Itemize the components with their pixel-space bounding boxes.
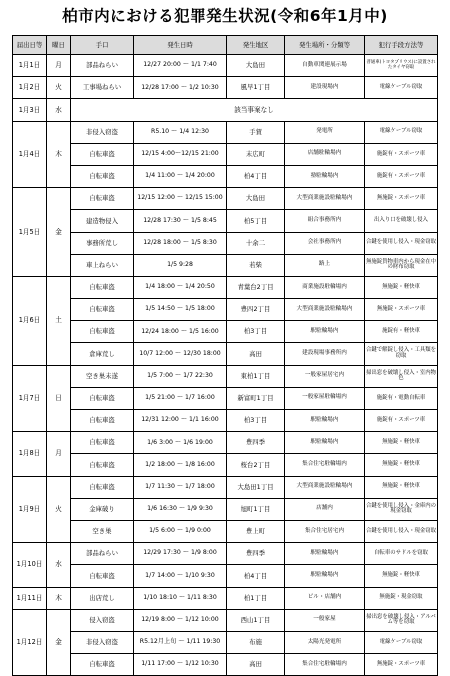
crime-means: 合鍵を使用し侵入・金庫内の現金窃取 [365, 498, 438, 520]
occurrence-datetime: 1/5 7:00 ～ 1/7 22:30 [134, 365, 227, 387]
occurrence-area: 大島田1丁目 [227, 476, 285, 498]
report-day: 1月11日 [13, 587, 47, 609]
report-day: 1月3日 [13, 99, 47, 121]
table-row [13, 654, 438, 676]
table-row [13, 565, 438, 587]
crime-means: 電線ケーブル窃取 [365, 77, 438, 99]
crime-method: 事務所荒し [71, 232, 134, 254]
occurrence-datetime: 1/5 9:28 [134, 254, 227, 276]
crime-means: 合鍵で解錠し侵入・工具類を窃取 [365, 343, 438, 365]
table-row [13, 276, 438, 298]
occurrence-area: 若柴 [227, 254, 285, 276]
crime-means: 電線ケーブル窃取 [365, 121, 438, 143]
occurrence-place: 駅駐輪場内 [285, 410, 365, 432]
table-row [13, 299, 438, 321]
report-day: 1月4日 [13, 121, 47, 188]
header-means: 犯行手段方法等 [365, 36, 438, 55]
table-row [13, 387, 438, 409]
crime-means: 施錠有・スポーツ車 [365, 165, 438, 187]
table-row [13, 476, 438, 498]
header-row [13, 36, 438, 55]
occurrence-place: 建設現場事務所内 [285, 343, 365, 365]
weekday: 水 [47, 543, 71, 587]
occurrence-datetime: 1/7 11:30 ～ 1/7 18:00 [134, 476, 227, 498]
table-row [13, 55, 438, 77]
weekday: 日 [47, 365, 71, 432]
occurrence-datetime: 1/6 3:00 ～ 1/6 19:00 [134, 432, 227, 454]
occurrence-datetime: R5.12月上旬 ～ 1/11 19:30 [134, 631, 227, 653]
weekday: 木 [47, 121, 71, 188]
crime-means: 電線ケーブル窃取 [365, 631, 438, 653]
occurrence-datetime: 10/7 12:00 ～ 12/30 18:00 [134, 343, 227, 365]
table-row [13, 188, 438, 210]
table-row [13, 587, 438, 609]
occurrence-place: 自動車関連展示場 [285, 55, 365, 77]
table-row [13, 609, 438, 631]
occurrence-datetime: 1/4 11:00 ～ 1/4 20:00 [134, 165, 227, 187]
occurrence-place: 発電所 [285, 121, 365, 143]
occurrence-place: 集合住宅駐輪場内 [285, 454, 365, 476]
crime-method: 車上ねらい [71, 254, 134, 276]
crime-method: 倉庫荒し [71, 343, 134, 365]
weekday: 火 [47, 476, 71, 543]
occurrence-area: 豊四季 [227, 543, 285, 565]
occurrence-datetime: 12/27 20:00 ～ 1/1 7:40 [134, 55, 227, 77]
table-row [13, 410, 438, 432]
report-day: 1月7日 [13, 365, 47, 432]
crime-means: 無施錠・軽快車 [365, 476, 438, 498]
crime-method: 部品ねらい [71, 55, 134, 77]
header-method: 手口 [71, 36, 134, 55]
occurrence-area: 新富町1丁目 [227, 387, 285, 409]
report-day: 1月1日 [13, 55, 47, 77]
crime-method: 自転車盗 [71, 387, 134, 409]
table-row [13, 454, 438, 476]
report-day: 1月9日 [13, 476, 47, 543]
crime-means: 無施錠・軽快車 [365, 454, 438, 476]
table-row [13, 99, 438, 121]
occurrence-area: 柏5丁目 [227, 210, 285, 232]
occurrence-area: 豊四季 [227, 432, 285, 454]
crime-means: 合鍵を使用し侵入・現金窃取 [365, 232, 438, 254]
occurrence-place: ビル・店舗内 [285, 587, 365, 609]
report-day: 1月10日 [13, 543, 47, 587]
crime-means: 無施錠・現金窃取 [365, 587, 438, 609]
crime-method: 空き巣未遂 [71, 365, 134, 387]
crime-means: 普通車(トヨタプリウス)に設置されたタイヤ窃取 [365, 55, 438, 77]
header-place: 発生場所・分類等 [285, 36, 365, 55]
crime-means: 掃出窓を破壊し侵入・アルバム等を窃取 [365, 609, 438, 631]
crime-method: 自転車盗 [71, 454, 134, 476]
crime-method: 自転車盗 [71, 410, 134, 432]
crime-method: 非侵入窃盗 [71, 631, 134, 653]
crime-method: 自転車盗 [71, 143, 134, 165]
crime-method: 自転車盗 [71, 299, 134, 321]
occurrence-datetime: 12/28 17:00 ～ 1/2 10:30 [134, 77, 227, 99]
occurrence-area: 柏4丁目 [227, 565, 285, 587]
occurrence-place: 組合事務所内 [285, 210, 365, 232]
crime-method: 部品ねらい [71, 543, 134, 565]
crime-method: 工事場ねらい [71, 77, 134, 99]
occurrence-area: 桜台2丁目 [227, 454, 285, 476]
occurrence-area: 大島田 [227, 55, 285, 77]
occurrence-place: 一般家屋居宅内 [285, 365, 365, 387]
crime-method: 自転車盗 [71, 654, 134, 676]
occurrence-place: 駅駐輪場内 [285, 321, 365, 343]
occurrence-place: 一般家屋 [285, 609, 365, 631]
table-row [13, 121, 438, 143]
crime-means: 無施錠・スポーツ車 [365, 299, 438, 321]
occurrence-datetime: 1/2 18:00 ～ 1/8 16:00 [134, 454, 227, 476]
table-row [13, 143, 438, 165]
report-day: 1月8日 [13, 432, 47, 476]
crime-method: 非侵入窃盗 [71, 121, 134, 143]
occurrence-place: 集合住宅駐輪場内 [285, 654, 365, 676]
crime-means: 合鍵を使用し侵入・現金窃取 [365, 520, 438, 542]
crime-method: 自転車盗 [71, 476, 134, 498]
occurrence-area: 末広町 [227, 143, 285, 165]
table-row [13, 232, 438, 254]
occurrence-area: 旭町1丁目 [227, 498, 285, 520]
crime-method: 自転車盗 [71, 321, 134, 343]
occurrence-datetime: R5.10 ～ 1/4 12:30 [134, 121, 227, 143]
table-row [13, 321, 438, 343]
crime-method: 自転車盗 [71, 165, 134, 187]
occurrence-datetime: 1/5 21:00 ～ 1/7 16:00 [134, 387, 227, 409]
weekday: 土 [47, 276, 71, 365]
table-row [13, 432, 438, 454]
crime-method: 自転車盗 [71, 432, 134, 454]
crime-means: 施錠有・スポーツ車 [365, 410, 438, 432]
occurrence-area: 柏1丁目 [227, 587, 285, 609]
crime-method: 建造物侵入 [71, 210, 134, 232]
weekday: 月 [47, 432, 71, 476]
crime-means: 無施錠・軽快車 [365, 565, 438, 587]
table-row [13, 543, 438, 565]
occurrence-area: 風早1丁目 [227, 77, 285, 99]
occurrence-datetime: 12/19 8:00 ～ 1/12 10:00 [134, 609, 227, 631]
crime-means: 無施錠・スポーツ車 [365, 188, 438, 210]
table-row [13, 77, 438, 99]
header-area: 発生地区 [227, 36, 285, 55]
occurrence-area: 大島田 [227, 188, 285, 210]
report-day: 1月12日 [13, 609, 47, 676]
occurrence-datetime: 1/11 17:00 ～ 1/12 10:30 [134, 654, 227, 676]
crime-means: 自転車のサドルを窃取 [365, 543, 438, 565]
occurrence-area: 十余二 [227, 232, 285, 254]
occurrence-datetime: 1/6 16:30 ～ 1/9 9:30 [134, 498, 227, 520]
crime-table [12, 35, 438, 676]
header-day: 届出日等 [13, 36, 47, 55]
table-row [13, 165, 438, 187]
occurrence-area: 高田 [227, 343, 285, 365]
occurrence-place: 大型商業施設駐輪場内 [285, 188, 365, 210]
table-row [13, 631, 438, 653]
crime-method: 空き巣 [71, 520, 134, 542]
occurrence-place: 駅駐輪場内 [285, 565, 365, 587]
crime-means: 施錠有・スポーツ車 [365, 143, 438, 165]
occurrence-place: 大型商業施設駐輪場内 [285, 476, 365, 498]
occurrence-datetime: 1/5 14:50 ～ 1/5 18:00 [134, 299, 227, 321]
table-row [13, 365, 438, 387]
occurrence-area: 布施 [227, 631, 285, 653]
crime-method: 出店荒し [71, 587, 134, 609]
occurrence-datetime: 12/28 17:30 ～ 1/5 8:45 [134, 210, 227, 232]
no-incident-note: 該当事案なし [71, 99, 438, 121]
crime-means: 施錠有・軽快車 [365, 321, 438, 343]
occurrence-datetime: 12/15 12:00 ～ 12/15 15:00 [134, 188, 227, 210]
occurrence-area: 柏3丁目 [227, 321, 285, 343]
occurrence-area: 手賀 [227, 121, 285, 143]
occurrence-place: 大型商業施設駐輪場内 [285, 299, 365, 321]
occurrence-datetime: 12/29 17:30 ～ 1/9 8:00 [134, 543, 227, 565]
occurrence-area: 豊四2丁目 [227, 299, 285, 321]
occurrence-datetime: 12/24 18:00 ～ 1/5 16:00 [134, 321, 227, 343]
crime-method: 金庫破り [71, 498, 134, 520]
table-row [13, 520, 438, 542]
report-day: 1月5日 [13, 188, 47, 277]
occurrence-area: 豊上町 [227, 520, 285, 542]
occurrence-datetime: 12/31 12:00 ～ 1/1 16:00 [134, 410, 227, 432]
occurrence-datetime: 12/28 18:00 ～ 1/5 8:30 [134, 232, 227, 254]
occurrence-datetime: 1/10 18:10 ～ 1/11 8:30 [134, 587, 227, 609]
occurrence-datetime: 1/4 18:00 ～ 1/4 20:50 [134, 276, 227, 298]
occurrence-place: 塾駐輪場内 [285, 165, 365, 187]
table-row [13, 498, 438, 520]
occurrence-place: 一般家屋駐輪場内 [285, 387, 365, 409]
occurrence-place: 集合住宅居宅内 [285, 520, 365, 542]
occurrence-place: 建設現場内 [285, 77, 365, 99]
crime-means: 無施錠貨物車内から現金在中の財布窃取 [365, 254, 438, 276]
header-weekday: 曜日 [47, 36, 71, 55]
weekday: 水 [47, 99, 71, 121]
occurrence-area: 柏4丁目 [227, 165, 285, 187]
occurrence-place: 商業施設駐輪場内 [285, 276, 365, 298]
weekday: 金 [47, 188, 71, 277]
report-day: 1月2日 [13, 77, 47, 99]
crime-method: 侵入窃盗 [71, 609, 134, 631]
weekday: 木 [47, 587, 71, 609]
crime-means: 施錠有・電動自転車 [365, 387, 438, 409]
occurrence-place: 太陽光発電所 [285, 631, 365, 653]
occurrence-area: 青葉台2丁目 [227, 276, 285, 298]
occurrence-area: 高田 [227, 654, 285, 676]
table-row [13, 210, 438, 232]
page-title: 柏市内における犯罪発生状況(令和6年1月中) [62, 7, 388, 25]
occurrence-area: 東柏1丁目 [227, 365, 285, 387]
occurrence-datetime: 12/15 4:00～12/15 21:00 [134, 143, 227, 165]
crime-method: 自転車盗 [71, 188, 134, 210]
occurrence-place: 駅駐輪場内 [285, 432, 365, 454]
table-body [13, 55, 438, 676]
occurrence-datetime: 1/7 14:00 ～ 1/10 9:30 [134, 565, 227, 587]
table-row [13, 343, 438, 365]
occurrence-place: 店舗内 [285, 498, 365, 520]
occurrence-datetime: 1/5 6:00 ～ 1/9 0:00 [134, 520, 227, 542]
weekday: 月 [47, 55, 71, 77]
occurrence-place: 路上 [285, 254, 365, 276]
weekday: 金 [47, 609, 71, 676]
crime-means: 出入り口を破壊し侵入 [365, 210, 438, 232]
header-datetime: 発生日時 [134, 36, 227, 55]
occurrence-area: 西山1丁目 [227, 609, 285, 631]
crime-means: 無施錠・軽快車 [365, 276, 438, 298]
crime-method: 自転車盗 [71, 276, 134, 298]
crime-method: 自転車盗 [71, 565, 134, 587]
weekday: 火 [47, 77, 71, 99]
occurrence-area: 柏3丁目 [227, 410, 285, 432]
table-row [13, 254, 438, 276]
occurrence-place: 会社事務所内 [285, 232, 365, 254]
occurrence-place: 店舗駐輪場内 [285, 143, 365, 165]
crime-means: 無施錠・スポーツ車 [365, 654, 438, 676]
crime-means: 掃出窓を破壊し侵入・室内物色 [365, 365, 438, 387]
occurrence-place: 駅駐輪場内 [285, 543, 365, 565]
report-day: 1月6日 [13, 276, 47, 365]
crime-means: 無施錠・軽快車 [365, 432, 438, 454]
